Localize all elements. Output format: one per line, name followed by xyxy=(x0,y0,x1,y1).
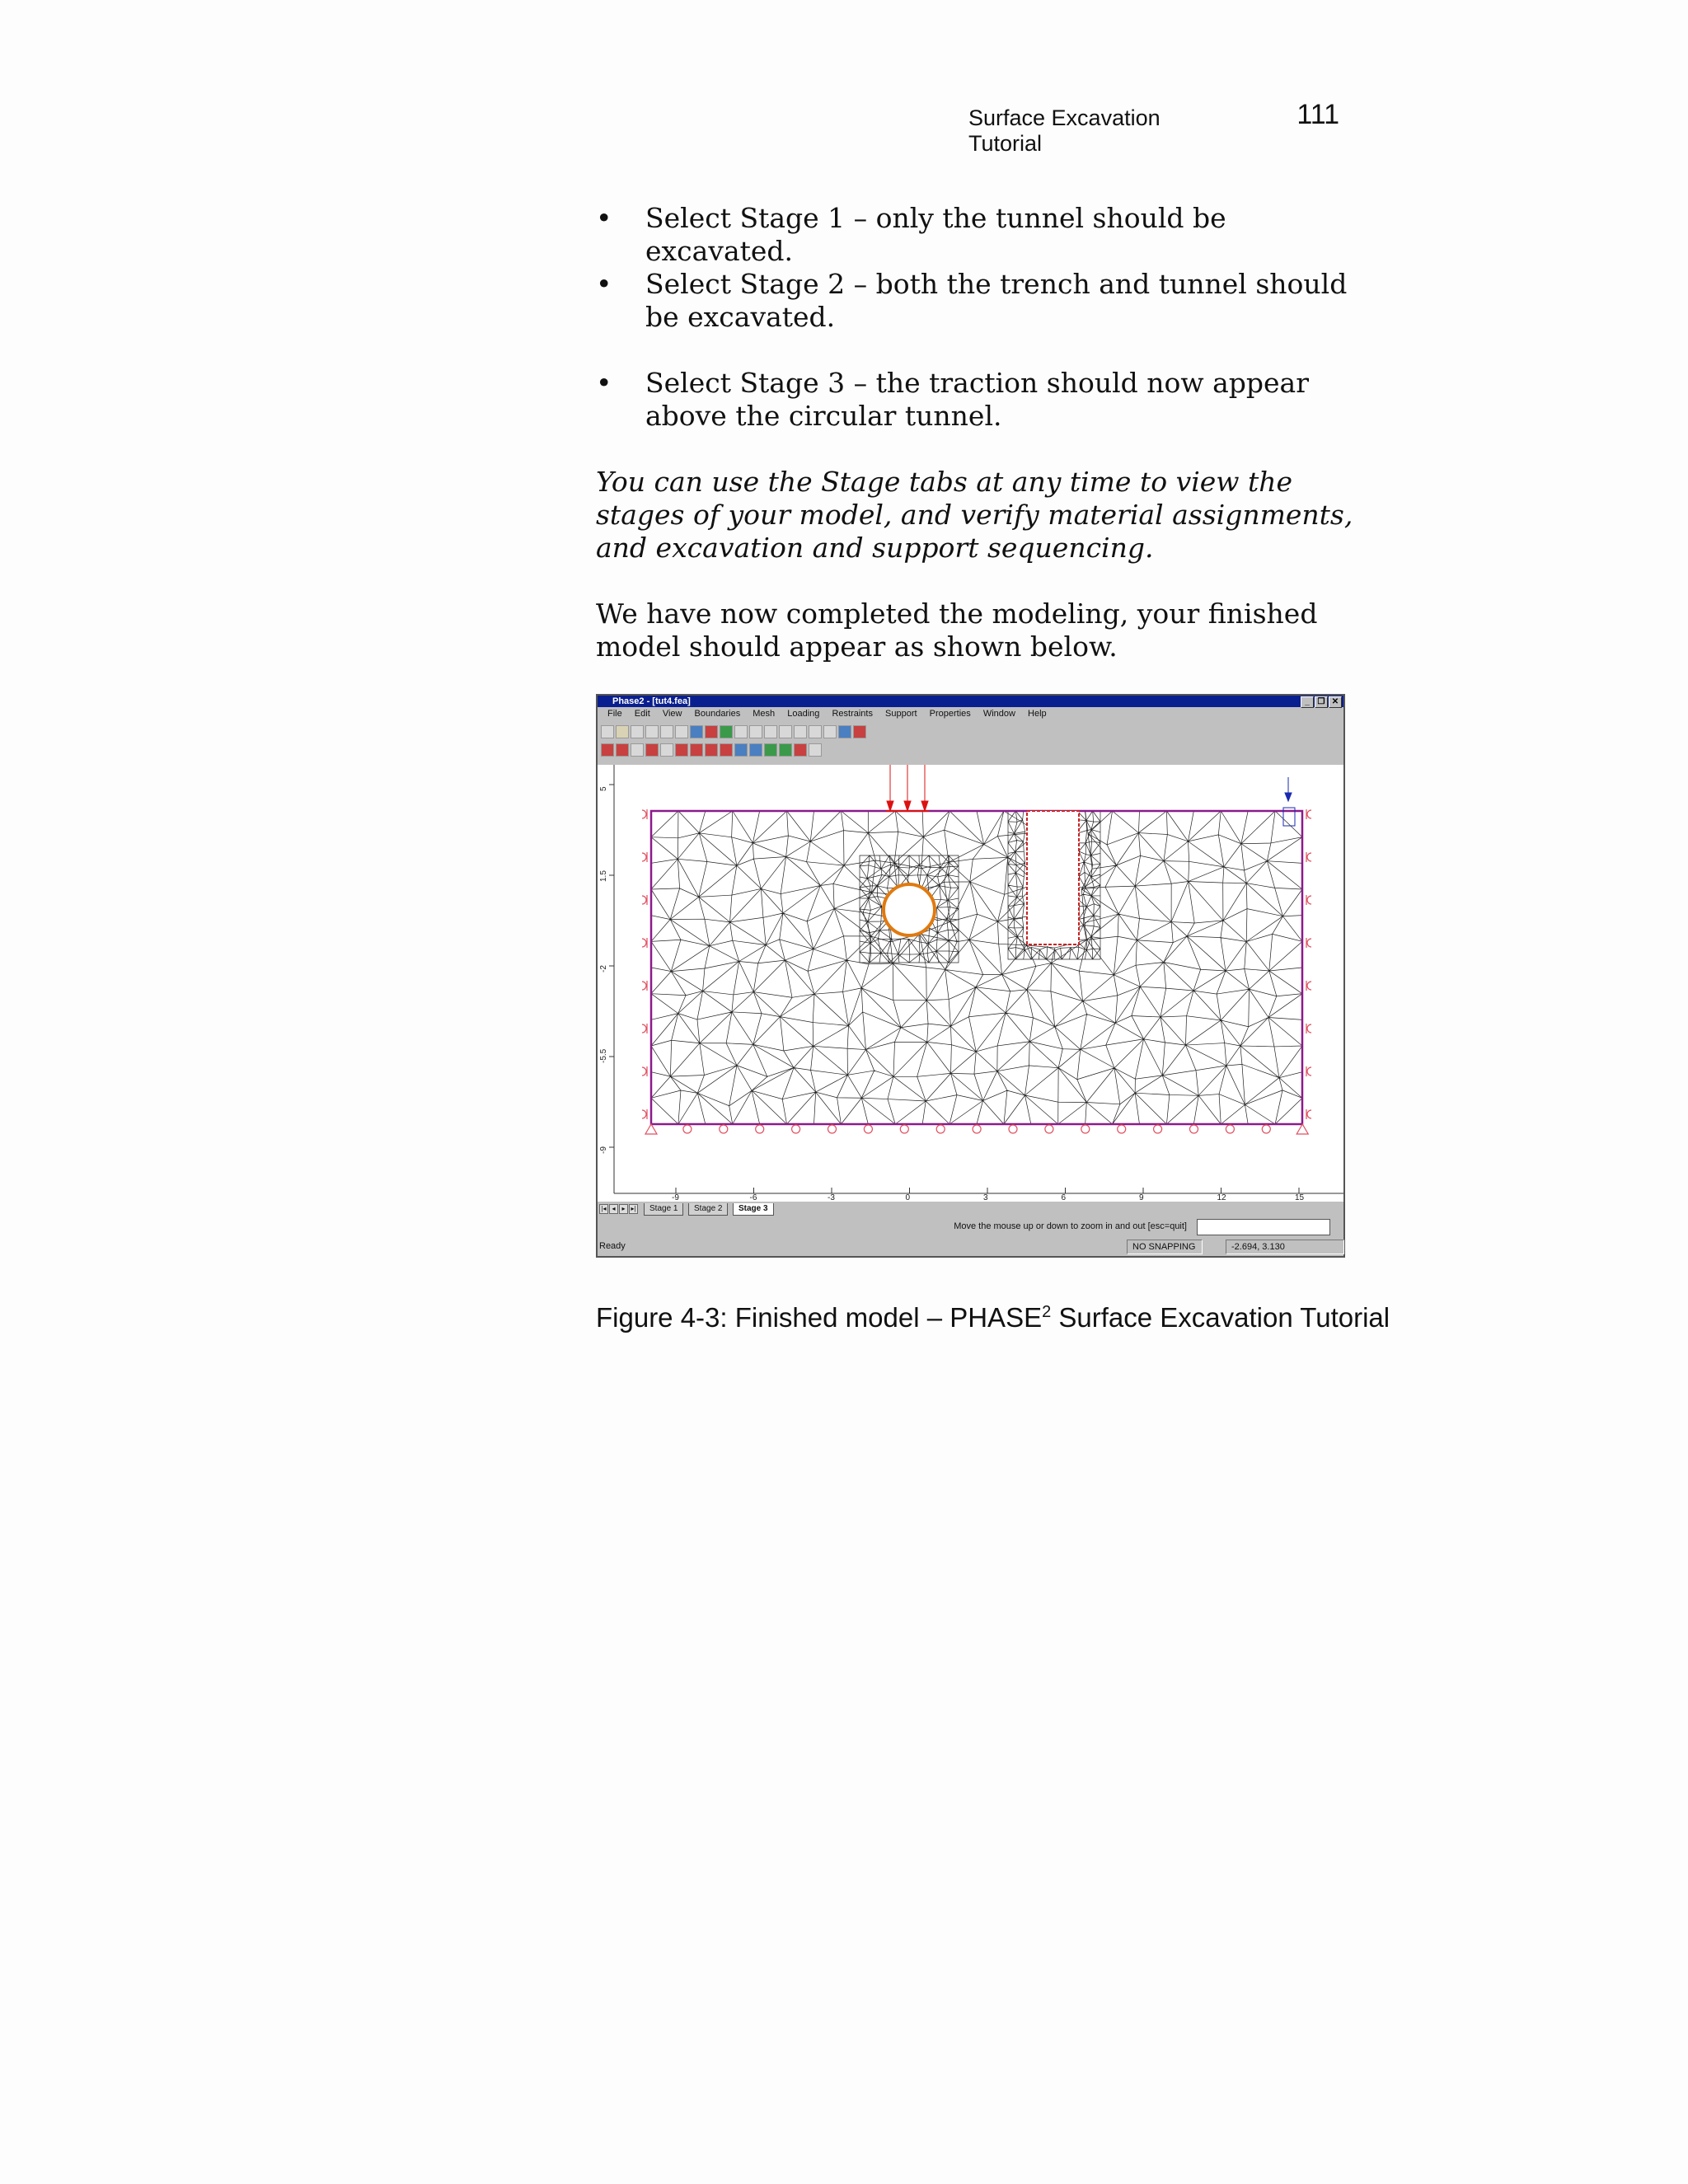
menu-boundaries[interactable]: Boundaries xyxy=(694,709,741,719)
phase2-screenshot xyxy=(596,694,1345,1258)
hint-text: Move the mouse up or down to zoom in and out [esc=quit] xyxy=(954,1221,1187,1231)
select-icon[interactable] xyxy=(809,725,822,738)
bullet-text: Select Stage 2 – both the trench and tunnel should be excavated. xyxy=(645,268,1348,333)
x-tick-label: -3 xyxy=(828,1193,835,1202)
delete-icon[interactable] xyxy=(645,743,659,757)
axes xyxy=(599,765,1343,1202)
menu-edit[interactable]: Edit xyxy=(634,709,650,719)
coordinate-readout: -2.694, 3.130 xyxy=(1226,1240,1344,1254)
bullet-text: Select Stage 3 – the traction should now appear above the circular tunnel. xyxy=(645,367,1310,432)
y-tick-label: 1.5 xyxy=(599,870,608,882)
caption-prefix: Figure 4-3: Finished model – PHASE xyxy=(596,1302,1043,1333)
mesh-setup-icon[interactable] xyxy=(660,743,673,757)
properties-icon[interactable] xyxy=(853,725,866,738)
running-title: Surface Excavation Tutorial xyxy=(968,105,1160,156)
add-bolt-icon[interactable] xyxy=(734,743,748,757)
add-vertex-icon[interactable] xyxy=(631,743,644,757)
menu-properties[interactable]: Properties xyxy=(929,709,971,719)
mesh-icon[interactable] xyxy=(690,725,703,738)
x-tick-label: 15 xyxy=(1295,1193,1305,1202)
window-titlebar xyxy=(598,696,1343,707)
assign-material-icon[interactable] xyxy=(764,743,777,757)
zoom-window-icon[interactable] xyxy=(779,725,792,738)
status-text: Ready xyxy=(599,1241,626,1251)
grid-icon[interactable] xyxy=(838,725,851,738)
tab-scroll-controls xyxy=(599,1204,638,1214)
menu-window[interactable]: Window xyxy=(982,709,1015,719)
first-tab-icon[interactable]: |◂ xyxy=(599,1204,608,1214)
window-controls xyxy=(1301,696,1342,708)
italic-note: You can use the Stage tabs at any time to view the stages of your model, and verify material assignments, and excavation and support sequencing. xyxy=(596,466,1353,564)
completion-paragraph: We have now completed the modeling, your finished model should appear as shown below. xyxy=(596,598,1318,663)
model-view[interactable] xyxy=(598,765,1343,1202)
command-input[interactable] xyxy=(1197,1219,1330,1235)
tab-stage-3[interactable]: Stage 3 xyxy=(733,1203,774,1216)
prompt-bar xyxy=(598,1216,1343,1236)
restrain-xy-icon[interactable] xyxy=(705,743,718,757)
menu-file[interactable]: File xyxy=(607,709,622,719)
next-tab-icon[interactable]: ▸ xyxy=(619,1204,628,1214)
stage-tabs xyxy=(598,1202,1343,1216)
new-file-icon[interactable] xyxy=(601,725,614,738)
x-tick-label: 9 xyxy=(1139,1193,1144,1202)
caption-superscript: 2 xyxy=(1042,1303,1052,1321)
interpret-icon[interactable] xyxy=(720,725,733,738)
restrain-x-icon[interactable] xyxy=(675,743,688,757)
x-tick-label: -9 xyxy=(672,1193,679,1202)
trench-excavation xyxy=(1027,811,1079,944)
bullet-icon: • xyxy=(596,367,612,399)
add-liner-icon[interactable] xyxy=(749,743,762,757)
status-bar xyxy=(598,1238,1343,1254)
menu-help[interactable]: Help xyxy=(1028,709,1047,719)
undo-icon[interactable] xyxy=(675,725,688,738)
display-options-icon[interactable] xyxy=(823,725,837,738)
prev-tab-icon[interactable]: ◂ xyxy=(609,1204,618,1214)
y-tick-label: -5.5 xyxy=(599,1048,608,1063)
add-excavation-icon[interactable] xyxy=(616,743,629,757)
x-tick-label: -6 xyxy=(749,1193,757,1202)
menu-restraints[interactable]: Restraints xyxy=(832,709,873,719)
add-boundary-icon[interactable] xyxy=(601,743,614,757)
menu-loading[interactable]: Loading xyxy=(787,709,820,719)
y-tick-label: 5 xyxy=(599,786,608,791)
restrain-y-icon[interactable] xyxy=(690,743,703,757)
bullet-icon: • xyxy=(596,268,612,300)
last-tab-icon[interactable]: ▸| xyxy=(629,1204,638,1214)
bullet-text: Select Stage 1 – only the tunnel should be excavated. xyxy=(645,202,1226,267)
open-folder-icon[interactable] xyxy=(616,725,629,738)
caption-suffix: Surface Excavation Tutorial xyxy=(1051,1302,1390,1333)
figure-caption xyxy=(596,1302,1390,1333)
finite-element-mesh xyxy=(651,811,1302,1124)
zoom-out-icon[interactable] xyxy=(764,725,777,738)
menu-mesh[interactable]: Mesh xyxy=(753,709,776,719)
menu-bar xyxy=(598,707,1343,720)
window-title: Phase2 - [tut4.fea] xyxy=(612,696,691,706)
x-tick-label: 0 xyxy=(905,1193,911,1202)
main-toolbar xyxy=(601,723,1339,741)
boundary-restraints xyxy=(642,809,1311,1134)
secondary-toolbar xyxy=(601,741,1339,759)
tunnel-excavation xyxy=(884,884,935,935)
page-header xyxy=(968,99,1339,156)
zoom-all-icon[interactable] xyxy=(734,725,748,738)
tab-stage-2[interactable]: Stage 2 xyxy=(688,1203,728,1216)
maximize-button[interactable]: ❐ xyxy=(1315,696,1328,708)
x-tick-label: 12 xyxy=(1217,1193,1226,1202)
save-icon[interactable] xyxy=(631,725,644,738)
x-tick-label: 6 xyxy=(1061,1193,1067,1202)
add-load-icon[interactable] xyxy=(794,743,807,757)
close-button[interactable]: ✕ xyxy=(1329,696,1342,708)
y-tick-label: -2 xyxy=(599,965,608,972)
x-tick-label: 3 xyxy=(983,1193,988,1202)
assign-support-icon[interactable] xyxy=(779,743,792,757)
minimize-button[interactable]: _ xyxy=(1301,696,1314,708)
traction-load xyxy=(886,765,1295,826)
external-boundary xyxy=(651,811,1302,1124)
menu-view[interactable]: View xyxy=(662,709,682,719)
zoom-in-icon[interactable] xyxy=(749,725,762,738)
print-icon[interactable] xyxy=(660,725,673,738)
page-number: 111 xyxy=(1296,99,1339,130)
compute-icon[interactable] xyxy=(705,725,718,738)
print-preview-icon[interactable] xyxy=(645,725,659,738)
free-icon[interactable] xyxy=(720,743,733,757)
pan-icon[interactable] xyxy=(794,725,807,738)
y-tick-label: -9 xyxy=(599,1146,608,1154)
menu-support[interactable]: Support xyxy=(885,709,917,719)
field-stress-icon[interactable] xyxy=(809,743,822,757)
snapping-indicator[interactable]: NO SNAPPING xyxy=(1127,1240,1203,1254)
tab-stage-1[interactable]: Stage 1 xyxy=(644,1203,683,1216)
bullet-icon: • xyxy=(596,202,612,234)
